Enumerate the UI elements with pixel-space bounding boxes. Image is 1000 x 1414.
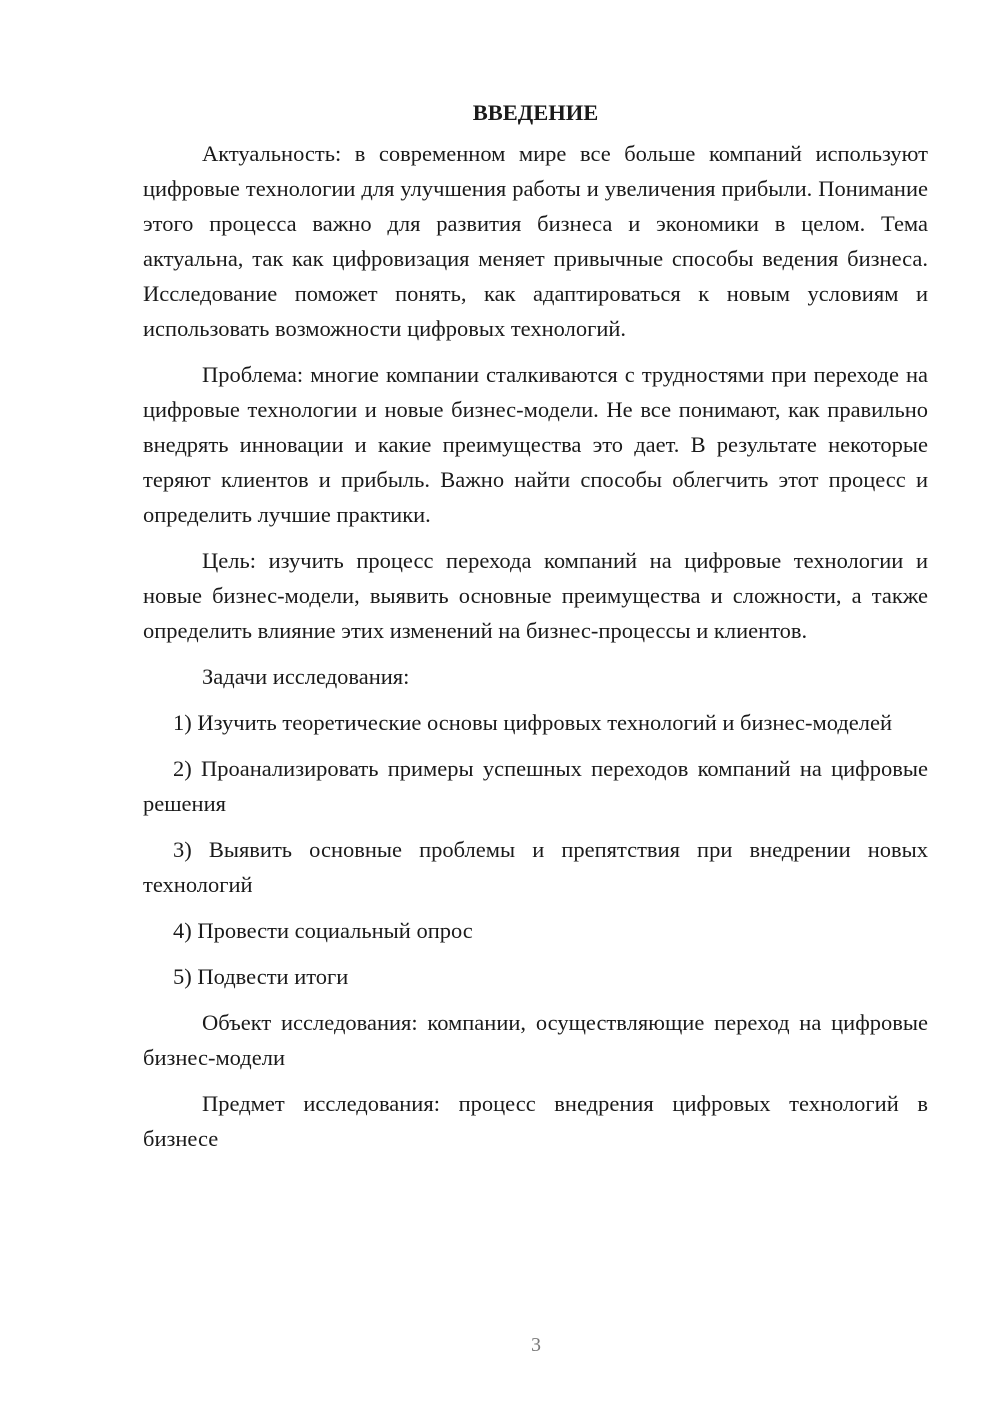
task-item: 5) Подвести итоги	[173, 964, 349, 989]
page-number: 3	[531, 1334, 541, 1356]
section-heading: ВВЕДЕНИЕ	[472, 100, 599, 125]
task-item: 1) Изучить теоретические основы цифровых технологий и бизнес-моделей	[173, 710, 893, 735]
problem-paragraph: Проблема: многие компании сталкиваются с трудностями при переходе на цифровые технологии и новые бизнес-модели. Не все понимают, как правильно внедрять инновации и какие преимущества это дает. В результате некоторые теряют клиентов и прибыль. Важно найти способы облегчить этот процесс и определить лучшие практики.	[143, 362, 928, 527]
relevance-paragraph: Актуальность: в современном мире все больше компаний используют цифровые технологии для улучшения работы и увеличения прибыли. Понимание этого процесса важно для развития бизнеса и экономики в целом. Тема актуальна, так как цифровизация меняет привычные способы ведения бизнеса. Исследование поможет понять, как адаптироваться к новым условиям и использовать возможности цифровых технологий.	[143, 141, 928, 341]
goal-paragraph: Цель: изучить процесс перехода компаний на цифровые технологии и новые бизнес-модели, выявить основные преимущества и сложности, а также определить влияние этих изменений на бизнес-процессы и клиентов.	[143, 548, 928, 643]
page-content	[143, 95, 928, 1167]
task-item: 3) Выявить основные проблемы и препятствия при внедрении новых технологий	[143, 837, 928, 897]
task-item: 2) Проанализировать примеры успешных переходов компаний на цифровые решения	[143, 756, 928, 816]
object-paragraph: Объект исследования: компании, осуществляющие переход на цифровые бизнес-модели	[143, 1010, 928, 1070]
tasks-title: Задачи исследования:	[202, 664, 410, 689]
task-item: 4) Провести социальный опрос	[173, 918, 473, 943]
subject-paragraph: Предмет исследования: процесс внедрения цифровых технологий в бизнесе	[143, 1091, 928, 1151]
